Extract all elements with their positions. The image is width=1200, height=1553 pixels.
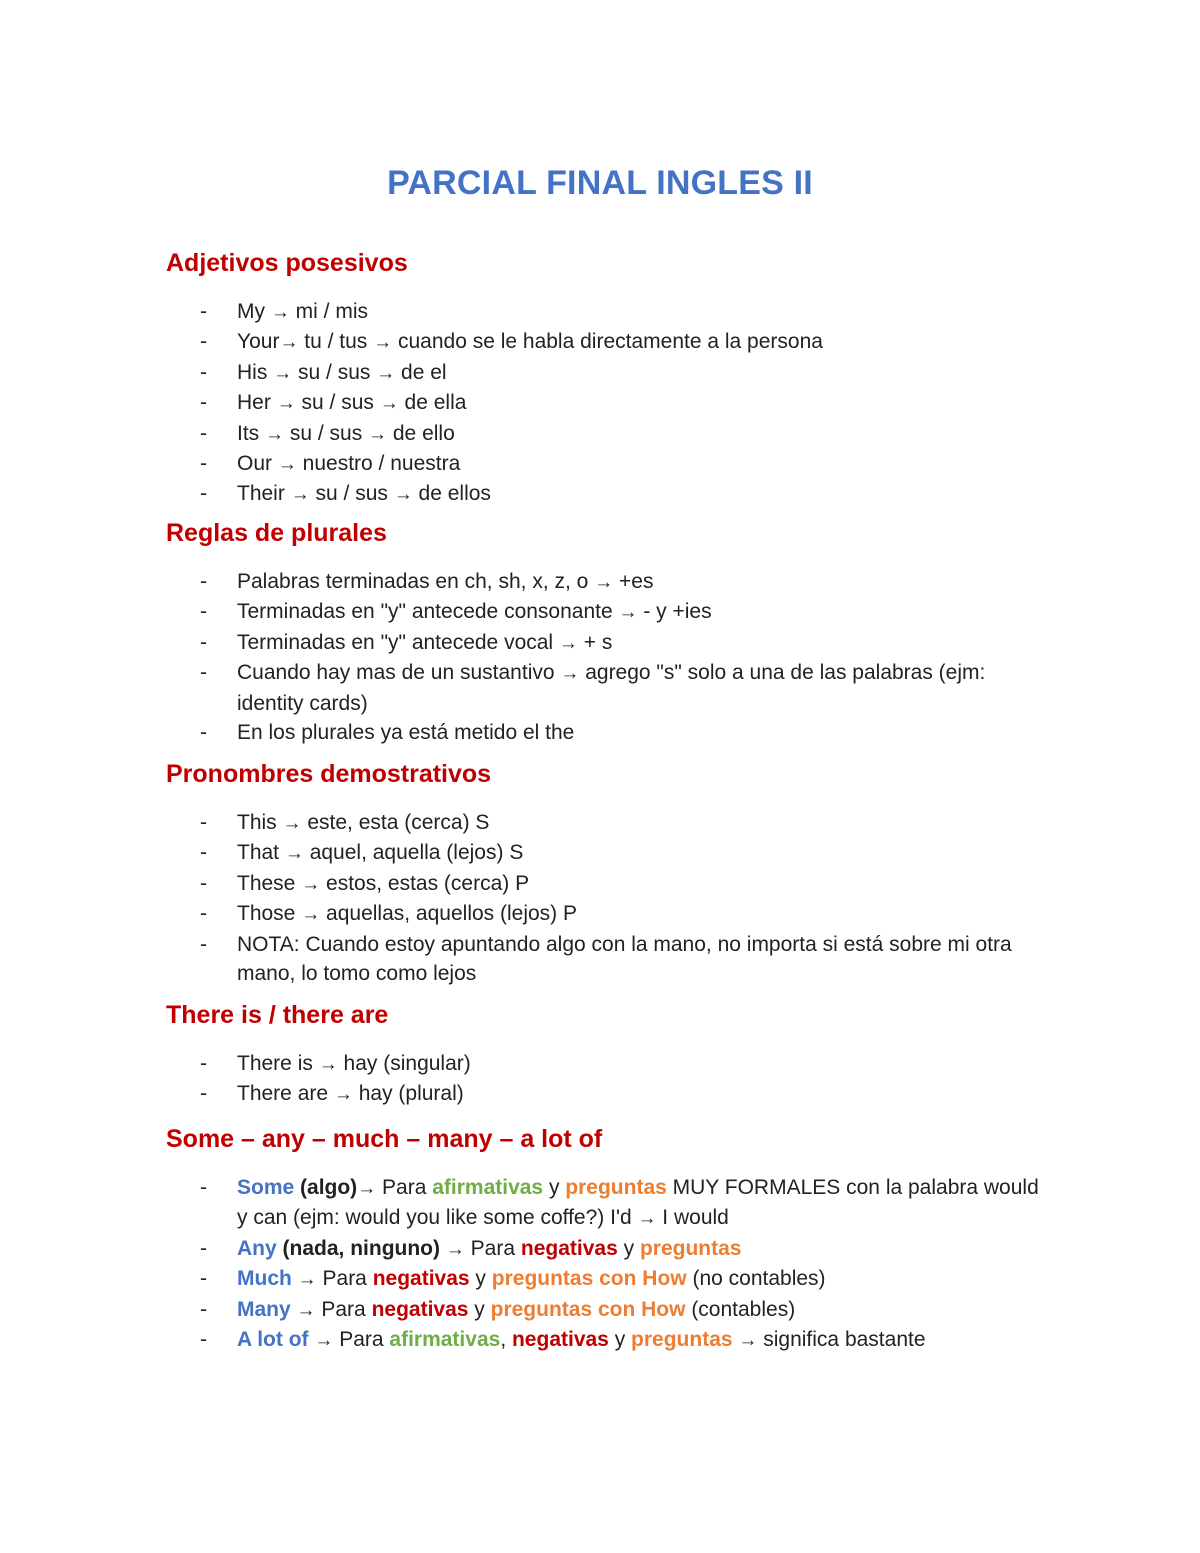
text: nuestro / nuestra xyxy=(296,452,461,476)
text: Cuando hay mas de un sustantivo xyxy=(237,661,561,685)
bullet-dash: - xyxy=(200,630,207,654)
bullet-list xyxy=(166,1173,1046,1355)
text: Para xyxy=(333,1328,390,1352)
arrow-icon: → xyxy=(618,602,638,624)
text-blue: Much xyxy=(237,1267,292,1291)
arrow-icon: → xyxy=(273,362,293,384)
text-orange: preguntas con How xyxy=(491,1267,687,1291)
list-item xyxy=(166,869,1046,899)
text: Terminadas en "y" antecede consonante xyxy=(237,600,619,624)
bullet-dash: - xyxy=(200,841,207,865)
arrow-icon: → xyxy=(314,1330,334,1352)
text: Our xyxy=(237,452,278,476)
text-blue: A lot of xyxy=(237,1328,309,1352)
text: This xyxy=(237,811,283,834)
arrow-icon: → xyxy=(637,1208,657,1230)
text: de ella xyxy=(398,391,467,415)
text: (contables) xyxy=(685,1297,796,1321)
text-orange: preguntas con How xyxy=(490,1297,686,1321)
list-item xyxy=(166,628,1046,658)
section-there-is-there-are xyxy=(166,1000,1046,1110)
arrow-icon: → xyxy=(368,423,388,445)
list-item xyxy=(166,449,1046,479)
bullet-list xyxy=(166,567,1046,747)
text: y xyxy=(617,1236,640,1260)
arrow-icon: → xyxy=(301,904,321,926)
text: agrego "s" solo a una de las palabras (ejm: identity cards) xyxy=(237,661,986,715)
bullet-dash: - xyxy=(200,1328,207,1352)
text: These xyxy=(237,871,302,895)
text: de ellos xyxy=(412,482,491,506)
text-orange: preguntas xyxy=(565,1176,667,1199)
text: Para xyxy=(315,1297,372,1321)
arrow-icon: → xyxy=(290,484,310,506)
list-item xyxy=(166,658,1046,718)
bullet-dash: - xyxy=(200,421,207,445)
arrow-icon: → xyxy=(445,1238,465,1260)
arrow-icon: → xyxy=(297,1269,317,1291)
text: , xyxy=(500,1328,512,1352)
arrow-icon: → xyxy=(265,423,285,445)
text: su / sus xyxy=(292,360,377,384)
text-green: afirmativas xyxy=(389,1328,501,1352)
bullet-dash: - xyxy=(200,1267,207,1291)
bullet-dash: - xyxy=(200,360,207,384)
text: mi / mis xyxy=(289,300,368,323)
text: Those xyxy=(237,902,302,926)
text: +es xyxy=(613,570,654,593)
arrow-icon: → xyxy=(373,332,393,354)
list-item xyxy=(166,1295,1046,1325)
arrow-icon: → xyxy=(301,873,321,895)
bullet-dash: - xyxy=(200,570,207,593)
text: Her xyxy=(237,391,277,415)
bullet-dash: - xyxy=(200,600,207,624)
text-orange: preguntas xyxy=(631,1328,733,1352)
section-heading: Adjetivos posesivos xyxy=(166,249,408,277)
arrow-icon: → xyxy=(376,362,396,384)
text-red: negativas xyxy=(520,1236,618,1260)
text-red: negativas xyxy=(371,1297,469,1321)
bullet-list xyxy=(166,808,1046,988)
text: I would xyxy=(656,1206,729,1230)
bullet-dash: - xyxy=(200,1052,207,1075)
text: Your xyxy=(237,330,280,354)
list-item xyxy=(166,567,1046,597)
section-adjetivos-posesivos xyxy=(166,248,1046,510)
text-blue: Many xyxy=(237,1297,291,1321)
arrow-icon: → xyxy=(276,393,296,415)
section-heading: Some – any – much – many – a lot of xyxy=(166,1125,603,1153)
bullet-dash: - xyxy=(200,902,207,926)
list-item xyxy=(166,479,1046,509)
bullet-dash: - xyxy=(200,871,207,895)
bullet-dash: - xyxy=(200,661,207,685)
section-pronombres-demostrativos xyxy=(166,759,1046,988)
bullet-dash: - xyxy=(200,452,207,476)
text-red: negativas xyxy=(511,1328,609,1352)
text: Palabras terminadas en ch, sh, x, z, o xyxy=(237,570,595,593)
section-heading: Pronombres demostrativos xyxy=(166,760,492,788)
list-item xyxy=(166,838,1046,868)
text-red: negativas xyxy=(372,1267,470,1291)
text: y xyxy=(543,1176,566,1199)
section-heading: There is / there are xyxy=(166,1001,389,1029)
text: de ello xyxy=(387,421,455,445)
text: su / sus xyxy=(284,421,369,445)
text: su / sus xyxy=(295,391,380,415)
bullet-dash: - xyxy=(200,1236,207,1260)
text: + s xyxy=(577,630,613,654)
text: MUY FORMALES con la palabra would y can (ejm: would you like some coffe?) I'd xyxy=(237,1176,1039,1230)
bullet-list xyxy=(166,1049,1046,1110)
list-item xyxy=(166,597,1046,627)
text: aquel, aquella (lejos) S xyxy=(303,841,524,865)
arrow-icon: → xyxy=(560,663,580,685)
arrow-icon: → xyxy=(277,454,297,476)
list-item xyxy=(166,1173,1046,1234)
text: NOTA: Cuando estoy apuntando algo con la mano, no importa si está sobre mi otra mano, lo tomo como lejos xyxy=(237,932,1012,986)
text: estos, estas (cerca) P xyxy=(320,871,530,895)
bullet-dash: - xyxy=(200,1297,207,1321)
bullet-dash: - xyxy=(200,1176,207,1199)
arrow-icon: → xyxy=(357,1178,377,1199)
bullet-dash: - xyxy=(200,300,207,323)
text: - y +ies xyxy=(637,600,712,624)
text: aquellas, aquellos (lejos) P xyxy=(320,902,578,926)
text: de el xyxy=(395,360,447,384)
arrow-icon: → xyxy=(379,393,399,415)
text: (no contables) xyxy=(686,1267,826,1291)
bullet-dash: - xyxy=(200,932,207,956)
text: Para xyxy=(464,1236,521,1260)
text: significa bastante xyxy=(757,1328,926,1352)
text: tu / tus xyxy=(298,330,374,354)
arrow-icon: → xyxy=(282,813,302,834)
text-orange: preguntas xyxy=(639,1236,742,1260)
list-item xyxy=(166,358,1046,388)
text: Terminadas en "y" antecede vocal xyxy=(237,630,559,654)
text: hay (singular) xyxy=(337,1052,471,1075)
page-title: PARCIAL FINAL INGLES II xyxy=(387,163,813,202)
text: Their xyxy=(237,482,291,506)
text-green: afirmativas xyxy=(432,1176,544,1199)
list-item xyxy=(166,1049,1046,1079)
list-item xyxy=(166,1234,1046,1264)
list-item xyxy=(166,388,1046,418)
list-item xyxy=(166,297,1046,327)
arrow-icon: → xyxy=(279,332,299,354)
bullet-dash: - xyxy=(200,1082,207,1106)
text: My xyxy=(237,300,271,323)
text-bold: (algo) xyxy=(294,1176,358,1199)
text: There are xyxy=(237,1082,334,1106)
list-item xyxy=(166,808,1046,838)
arrow-icon: → xyxy=(333,1084,353,1106)
bullet-dash: - xyxy=(200,391,207,415)
arrow-icon: → xyxy=(318,1054,338,1075)
arrow-icon: → xyxy=(284,843,304,865)
text: Para xyxy=(376,1176,433,1199)
arrow-icon: → xyxy=(270,302,290,323)
list-item xyxy=(166,1325,1046,1355)
text: y xyxy=(608,1328,632,1352)
list-item xyxy=(166,1079,1046,1109)
text: There is xyxy=(237,1052,319,1075)
text: His xyxy=(237,360,274,384)
bullet-dash: - xyxy=(200,721,207,745)
section-reglas-de-plurales xyxy=(166,518,1046,747)
text: Para xyxy=(316,1267,373,1291)
list-item xyxy=(166,1264,1046,1294)
text: este, esta (cerca) S xyxy=(301,811,490,834)
arrow-icon: → xyxy=(393,484,413,506)
text: su / sus xyxy=(309,482,394,506)
list-item xyxy=(166,930,1046,989)
arrow-icon: → xyxy=(738,1330,758,1352)
list-item xyxy=(166,899,1046,929)
list-item xyxy=(166,718,1046,747)
text-blue: Any xyxy=(237,1236,277,1260)
section-heading: Reglas de plurales xyxy=(166,519,387,547)
list-item xyxy=(166,327,1046,357)
text-bold: (nada, ninguno) xyxy=(276,1236,440,1260)
section-some-any-much-many xyxy=(166,1124,1046,1355)
text: En los plurales ya está metido el the xyxy=(237,721,575,745)
text: That xyxy=(237,841,285,865)
arrow-icon: → xyxy=(296,1299,316,1321)
arrow-icon: → xyxy=(558,632,578,654)
bullet-dash: - xyxy=(200,482,207,506)
text: y xyxy=(468,1297,491,1321)
text: cuando se le habla directamente a la persona xyxy=(392,330,823,354)
bullet-dash: - xyxy=(200,811,207,834)
text: y xyxy=(469,1267,492,1291)
text: hay (plural) xyxy=(352,1082,464,1106)
bullet-dash: - xyxy=(200,330,207,354)
bullet-list xyxy=(166,297,1046,510)
list-item xyxy=(166,419,1046,449)
text: Its xyxy=(237,421,266,445)
arrow-icon: → xyxy=(594,572,614,593)
text-blue: Some xyxy=(237,1176,295,1199)
